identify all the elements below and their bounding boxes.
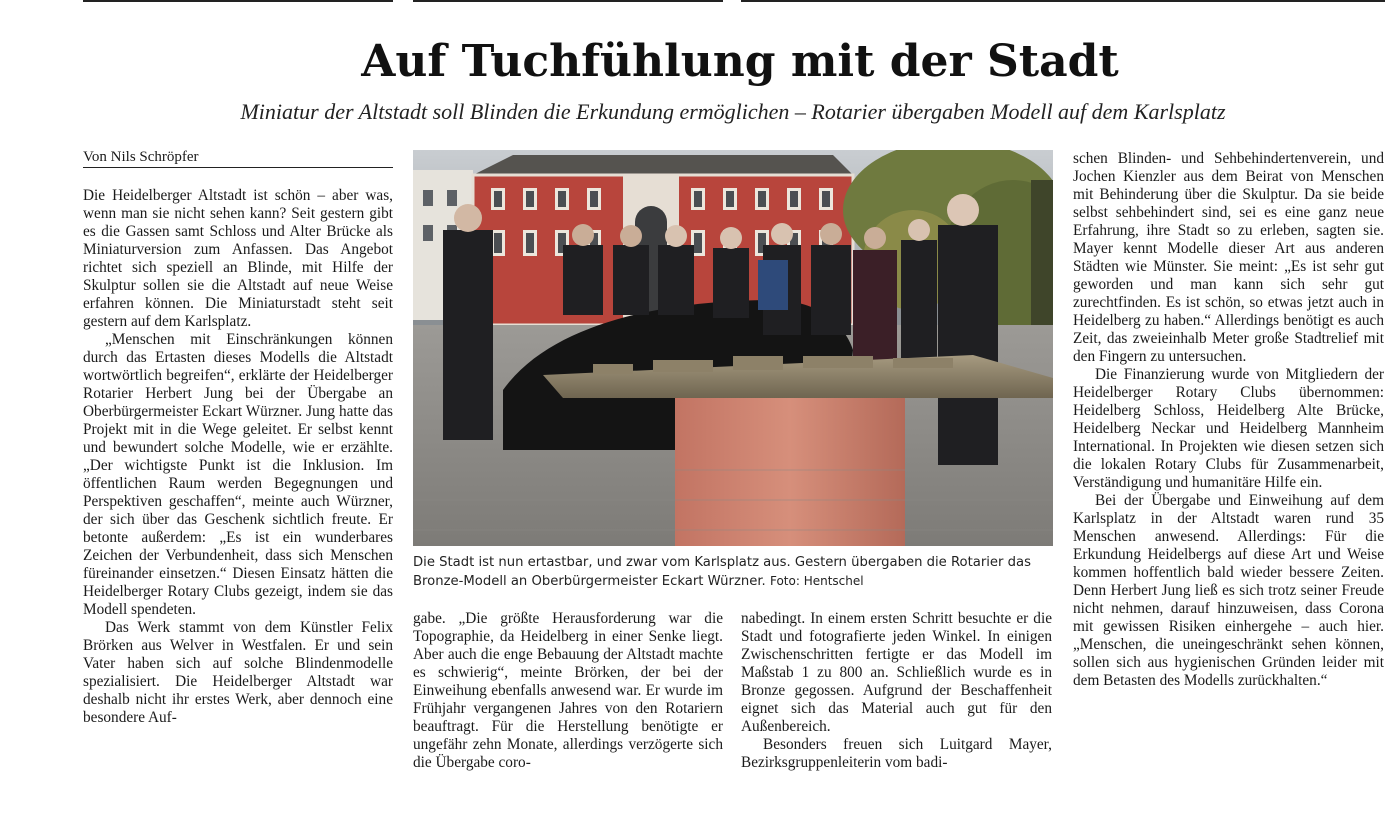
text-column-2 bbox=[413, 610, 723, 772]
text-column-3 bbox=[741, 610, 1052, 772]
photo-caption bbox=[413, 553, 1061, 591]
paragraph: Besonders freuen sich Luitgard Mayer, Bezirksgruppenleiterin vom badi- bbox=[741, 736, 1052, 771]
top-rule-middle bbox=[413, 0, 723, 2]
paragraph: Die Finanzierung wurde von Mitgliedern der Heidelberger Rotary Clubs übernommen: Heidelberg Schloss, Heidelberg Alte Brücke, Heidelberg Neckar und Heidelberg Mannheim International. In Projekten wie diesen setzen sich die lokalen Rotary Clubs für Zusammenarbeit, Verständigung und humanitäre Hilfe ein. bbox=[1073, 366, 1384, 491]
paragraph: Die Heidelberger Altstadt ist schön – aber was, wenn man sie nicht sehen kann? Seit gestern gibt es die Gassen samt Schloss und Alter Brücke als Miniaturversion zum Anfassen. Das Angebot richtet sich speziell an Blinde, mit Hilfe der Skulptur sollen sie die Altstadt auf neue Weise erfahren können. Die Miniaturstadt steht seit gestern auf dem Karlsplatz. bbox=[83, 187, 393, 330]
caption-text: Die Stadt ist nun ertastbar, und zwar vom Karlsplatz aus. Gestern übergaben die Rotarier das Bronze-Modell an Oberbürgermeister Eckart Würzner. bbox=[413, 555, 1031, 589]
paragraph: Bei der Übergabe und Einweihung auf dem Karlsplatz in der Altstadt waren rund 35 Menschen anwesend. Allerdings: Für die Erkundung Heidelbergs auf diese Art und Weise kommen hoffentlich bald wieder bessere Zeiten. Denn Herbert Jung ließ es sich trotz seiner Freude nicht nehmen, darauf hinzuweisen, dass Corona mit gewissen Risiken einhergehe – auch hier. „Menschen, die uneingeschränkt sehen können, sollen sich aus hygienischen Gründen leider mit dem Betasten des Modells zurückhalten.“ bbox=[1073, 492, 1384, 689]
article-subheadline: Miniatur der Altstadt soll Blinden die Erkundung ermöglichen – Rotarier übergaben Modell auf dem Karlsplatz bbox=[240, 99, 1226, 124]
text-column-1 bbox=[83, 187, 393, 727]
photo-credit: Foto: Hentschel bbox=[769, 574, 864, 588]
paragraph: schen Blinden- und Sehbehindertenverein, und Jochen Kienzler aus dem Beirat von Menschen mit Behinderung über die Skulptur. Da sie beide selbst sehbehindert sind, sei es eine ganz neue Erfahrung, ihre Stadt so zu erleben, sagten sie. Mayer kennt Modelle dieser Art aus anderen Städten wie Münster. Sie meint: „Es ist sehr gut geworden und man kann sich sehr gut zurechtfinden. Es ist schön, so etwas jetzt auch in Heidelberg zu haben.“ Allerdings benötigt es auch Zeit, das zweieinhalb Meter große Stadtrelief mit den Fingern zu untersuchen. bbox=[1073, 150, 1384, 365]
paragraph: gabe. „Die größte Herausforderung war die Topographie, da Heidelberg in einer Senke liegt. Aber auch die enge Bebauung der Altstadt machte es schwierig“, meinte Brörken, der bei der Einweihung ebenfalls anwesend war. Er wurde im Frühjahr vergangenen Jahres von den Rotariern beauftragt. Für die Herstellung benötigte er ungefähr zehn Monate, allerdings verzögerte sich die Übergabe coro- bbox=[413, 610, 723, 771]
top-rule-left bbox=[83, 0, 393, 2]
text-column-4 bbox=[1073, 150, 1384, 690]
article-headline: Auf Tuchfühlung mit der Stadt bbox=[361, 36, 1119, 87]
article-photo bbox=[413, 150, 1053, 546]
paragraph: „Menschen mit Einschränkungen können durch das Ertasten dieses Modells die Altstadt wortwörtlich begreifen“, erklärte der Heidelberger Rotarier Herbert Jung bei der Übergabe an Oberbürgermeister Eckart Würzner. Jung hatte das Projekt mit in die Wege geleitet. Er selbst kennt und bewundert solche Modelle, wie er erzählte. „Der wichtigste Punkt ist die Inklusion. Im öffentlichen Raum werden Begegnungen und Perspektiven geschaffen“, meinte auch Würzner, der sich über das Geschenk sichtlich freute. Er betonte außerdem: „Es ist ein wunderbares Zeichen der Verbundenheit, dass sich Menschen füreinander einsetzen.“ Diesen Einsatz hätten die Heidelberger Rotary Clubs gezeigt, indem sie das Modell spendeten. bbox=[83, 331, 393, 618]
paragraph: nabedingt. In einem ersten Schritt besuchte er die Stadt und fotografierte jeden Winkel. In einigen Zwischenschritten fertigte er das Modell im Maßstab 1 zu 800 an. Schließlich wurde es in Bronze gegossen. Aufgrund der Beschaffenheit eignet sich das Material auch gut für den Außenbereich. bbox=[741, 610, 1052, 735]
article-byline: Von Nils Schröpfer bbox=[83, 149, 393, 168]
paragraph: Das Werk stammt von dem Künstler Felix Brörken aus Welver in Westfalen. Er und sein Vater haben sich auf solche Blindenmodelle spezialisiert. Die Heidelberger Altstadt war deshalb nicht ihr erstes Werk, aber dennoch eine besondere Auf- bbox=[83, 619, 393, 726]
top-rule-right bbox=[741, 0, 1385, 2]
